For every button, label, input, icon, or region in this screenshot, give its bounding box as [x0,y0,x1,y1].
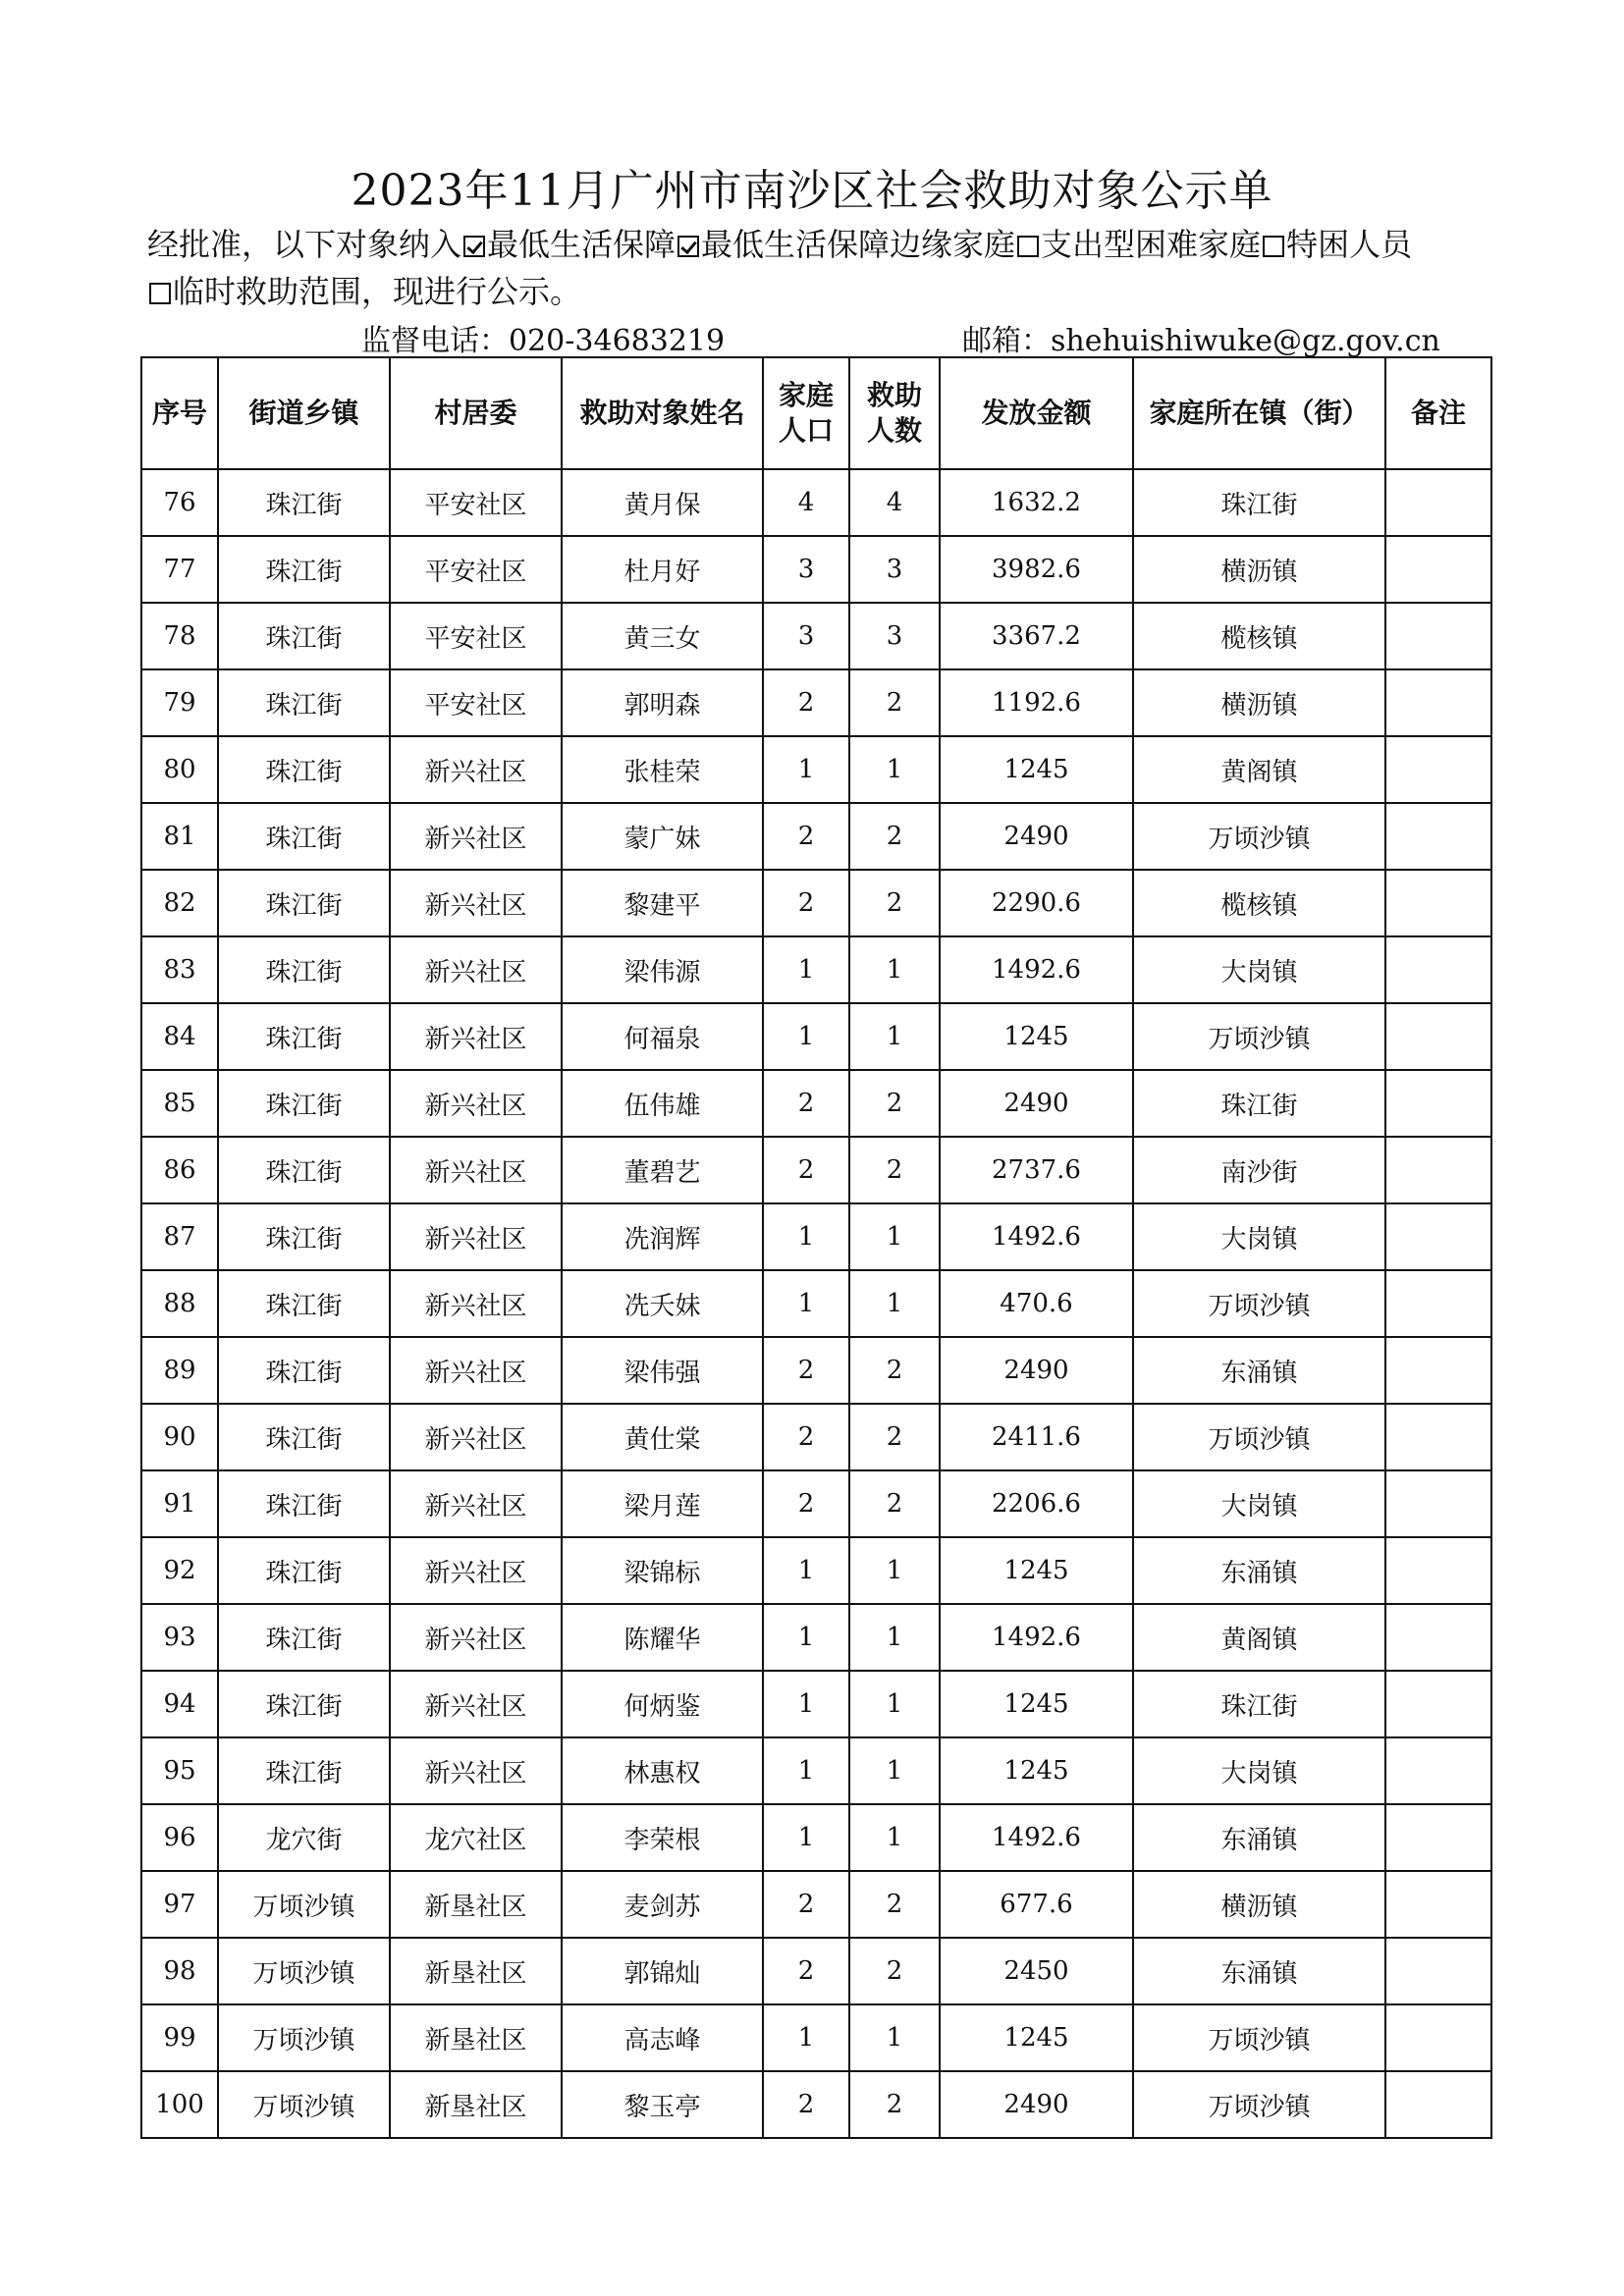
contact-email: 邮箱：shehuishiwuke@gz.gov.cn [962,324,1440,358]
cell-household: 3 [763,536,849,603]
cell-name: 黄月保 [562,469,763,536]
cell-index: 100 [141,2071,218,2138]
cell-aided: 2 [849,1070,940,1137]
cell-amount: 2450 [940,1938,1133,2004]
intro-paragraph [147,221,1522,315]
supervision-phone: 监督电话：020-34683219 [361,324,726,358]
cell-remark [1385,1070,1491,1137]
cell-town: 万顷沙镇 [1133,1003,1385,1070]
cell-aided: 1 [849,736,940,803]
cell-amount: 3367.2 [940,603,1133,669]
cell-remark [1385,1203,1491,1270]
cell-remark [1385,1671,1491,1737]
cell-household: 1 [763,1737,849,1804]
cell-index: 81 [141,803,218,870]
cell-street: 珠江街 [218,1070,390,1137]
table-row [141,1804,1491,1871]
cell-street: 珠江街 [218,870,390,936]
cell-aided: 2 [849,1470,940,1537]
cell-household: 2 [763,870,849,936]
cell-town: 珠江街 [1133,1070,1385,1137]
cell-street: 珠江街 [218,669,390,736]
cell-index: 90 [141,1404,218,1470]
cell-index: 91 [141,1470,218,1537]
cell-aided: 2 [849,803,940,870]
cell-village: 新兴社区 [390,1337,562,1404]
cell-amount: 677.6 [940,1871,1133,1938]
cell-remark [1385,669,1491,736]
cell-remark [1385,1003,1491,1070]
cell-name: 董碧艺 [562,1137,763,1203]
cell-amount: 2290.6 [940,870,1133,936]
cell-amount: 470.6 [940,1270,1133,1337]
table-row [141,1871,1491,1938]
cell-household: 1 [763,1804,849,1871]
cell-index: 88 [141,1270,218,1337]
cell-name: 梁锦标 [562,1537,763,1604]
cell-index: 93 [141,1604,218,1671]
table-row [141,1003,1491,1070]
page-title: 2023年11月广州市南沙区社会救助对象公示单 [351,166,1273,216]
cell-street: 珠江街 [218,1470,390,1537]
cell-street: 珠江街 [218,1137,390,1203]
cell-village: 平安社区 [390,669,562,736]
cell-amount: 1632.2 [940,469,1133,536]
cell-household: 2 [763,2071,849,2138]
cell-town: 大岗镇 [1133,1737,1385,1804]
cell-street: 珠江街 [218,1671,390,1737]
cell-town: 东涌镇 [1133,1537,1385,1604]
cell-street: 珠江街 [218,603,390,669]
col-header-household: 家庭人口 [763,357,849,469]
cell-household: 3 [763,603,849,669]
cell-household: 1 [763,1604,849,1671]
table-row [141,736,1491,803]
cell-aided: 2 [849,1337,940,1404]
cell-village: 新兴社区 [390,1470,562,1537]
cell-name: 林惠权 [562,1737,763,1804]
cell-remark [1385,469,1491,536]
cell-street: 珠江街 [218,1737,390,1804]
table-body [141,469,1491,2138]
cell-household: 1 [763,736,849,803]
cell-amount: 1245 [940,1671,1133,1737]
cell-street: 龙穴街 [218,1804,390,1871]
cell-amount: 1492.6 [940,936,1133,1003]
cell-remark [1385,1537,1491,1604]
cell-village: 新兴社区 [390,1003,562,1070]
col-header-name: 救助对象姓名 [562,357,763,469]
cell-village: 平安社区 [390,536,562,603]
cell-remark [1385,936,1491,1003]
cell-household: 2 [763,1337,849,1404]
option-label: 特困人员 [1286,226,1413,263]
cell-aided: 3 [849,603,940,669]
cell-amount: 1192.6 [940,669,1133,736]
cell-name: 麦剑苏 [562,1871,763,1938]
cell-village: 新垦社区 [390,1938,562,2004]
cell-amount: 3982.6 [940,536,1133,603]
table-row [141,1270,1491,1337]
cell-aided: 1 [849,1671,940,1737]
cell-remark [1385,2004,1491,2071]
cell-town: 万顷沙镇 [1133,803,1385,870]
cell-village: 新垦社区 [390,2004,562,2071]
table-row [141,2004,1491,2071]
cell-index: 97 [141,1871,218,1938]
cell-town: 万顷沙镇 [1133,1270,1385,1337]
cell-index: 98 [141,1938,218,2004]
cell-town: 万顷沙镇 [1133,2071,1385,2138]
cell-index: 85 [141,1070,218,1137]
cell-name: 梁伟源 [562,936,763,1003]
cell-village: 新兴社区 [390,1070,562,1137]
cell-index: 99 [141,2004,218,2071]
assistance-table [140,356,1492,2139]
cell-index: 92 [141,1537,218,1604]
cell-household: 1 [763,1003,849,1070]
option-label: 支出型困难家庭 [1041,226,1262,263]
cell-remark [1385,1337,1491,1404]
cell-village: 新兴社区 [390,1737,562,1804]
cell-amount: 2490 [940,2071,1133,2138]
cell-remark [1385,870,1491,936]
cell-aided: 2 [849,1938,940,2004]
table-row [141,1470,1491,1537]
cell-household: 2 [763,1404,849,1470]
cell-aided: 1 [849,936,940,1003]
cell-town: 榄核镇 [1133,870,1385,936]
cell-remark [1385,536,1491,603]
cell-household: 1 [763,1270,849,1337]
cell-remark [1385,603,1491,669]
cell-village: 新垦社区 [390,2071,562,2138]
cell-town: 黄阁镇 [1133,1604,1385,1671]
cell-index: 84 [141,1003,218,1070]
cell-town: 东涌镇 [1133,1804,1385,1871]
cell-town: 珠江街 [1133,469,1385,536]
cell-name: 伍伟雄 [562,1070,763,1137]
cell-amount: 2490 [940,1070,1133,1137]
cell-street: 珠江街 [218,1203,390,1270]
cell-index: 86 [141,1137,218,1203]
cell-village: 新兴社区 [390,736,562,803]
cell-street: 万顷沙镇 [218,2071,390,2138]
cell-remark [1385,1737,1491,1804]
cell-household: 2 [763,1470,849,1537]
cell-name: 何福泉 [562,1003,763,1070]
cell-street: 珠江街 [218,1003,390,1070]
cell-name: 张桂荣 [562,736,763,803]
cell-household: 1 [763,1537,849,1604]
cell-town: 珠江街 [1133,1671,1385,1737]
cell-town: 东涌镇 [1133,1938,1385,2004]
cell-name: 高志峰 [562,2004,763,2071]
cell-village: 新兴社区 [390,870,562,936]
cell-household: 1 [763,1671,849,1737]
col-header-index: 序号 [141,357,218,469]
cell-amount: 2737.6 [940,1137,1133,1203]
table-row [141,1537,1491,1604]
cell-amount: 1245 [940,1003,1133,1070]
unchecked-checkbox-icon [1263,236,1284,257]
table-row [141,1404,1491,1470]
table-row [141,536,1491,603]
cell-village: 新兴社区 [390,803,562,870]
cell-village: 新兴社区 [390,1537,562,1604]
cell-street: 万顷沙镇 [218,1871,390,1938]
cell-aided: 1 [849,1604,940,1671]
cell-name: 蒙广妹 [562,803,763,870]
cell-name: 李荣根 [562,1804,763,1871]
cell-household: 2 [763,669,849,736]
cell-name: 梁月莲 [562,1470,763,1537]
cell-name: 冼夭妹 [562,1270,763,1337]
cell-village: 平安社区 [390,469,562,536]
cell-town: 大岗镇 [1133,1203,1385,1270]
cell-village: 新兴社区 [390,1404,562,1470]
cell-aided: 2 [849,1404,940,1470]
table-row [141,936,1491,1003]
cell-town: 横沥镇 [1133,669,1385,736]
cell-village: 新兴社区 [390,1137,562,1203]
table-row [141,2071,1491,2138]
cell-index: 79 [141,669,218,736]
cell-household: 2 [763,803,849,870]
cell-remark [1385,736,1491,803]
cell-amount: 1492.6 [940,1604,1133,1671]
cell-index: 83 [141,936,218,1003]
table-row [141,1070,1491,1137]
col-header-street: 街道乡镇 [218,357,390,469]
cell-amount: 1245 [940,2004,1133,2071]
cell-town: 榄核镇 [1133,603,1385,669]
cell-street: 珠江街 [218,469,390,536]
cell-village: 龙穴社区 [390,1804,562,1871]
cell-town: 南沙街 [1133,1137,1385,1203]
table-row [141,1671,1491,1737]
cell-household: 2 [763,1070,849,1137]
col-header-remark: 备注 [1385,357,1491,469]
cell-aided: 1 [849,1804,940,1871]
cell-amount: 2411.6 [940,1404,1133,1470]
cell-town: 万顷沙镇 [1133,2004,1385,2071]
col-header-village: 村居委 [390,357,562,469]
cell-street: 万顷沙镇 [218,1938,390,2004]
cell-village: 平安社区 [390,603,562,669]
intro-prefix: 经批准，以下对象纳入 [147,226,462,263]
cell-name: 黎玉亭 [562,2071,763,2138]
cell-name: 冼润辉 [562,1203,763,1270]
cell-household: 2 [763,1137,849,1203]
cell-remark [1385,1470,1491,1537]
cell-village: 新兴社区 [390,1671,562,1737]
cell-remark [1385,803,1491,870]
table-row [141,1337,1491,1404]
cell-name: 黄三女 [562,603,763,669]
cell-street: 珠江街 [218,936,390,1003]
cell-household: 2 [763,1871,849,1938]
table-row [141,1604,1491,1671]
cell-index: 95 [141,1737,218,1804]
cell-village: 新兴社区 [390,1270,562,1337]
cell-remark [1385,1137,1491,1203]
cell-remark [1385,1404,1491,1470]
col-header-aided: 救助人数 [849,357,940,469]
cell-remark [1385,1804,1491,1871]
cell-aided: 2 [849,669,940,736]
col-header-town: 家庭所在镇（街） [1133,357,1385,469]
cell-index: 80 [141,736,218,803]
cell-household: 2 [763,1938,849,2004]
cell-street: 珠江街 [218,1404,390,1470]
cell-village: 新兴社区 [390,1203,562,1270]
cell-household: 1 [763,936,849,1003]
cell-household: 4 [763,469,849,536]
cell-town: 横沥镇 [1133,536,1385,603]
cell-index: 82 [141,870,218,936]
cell-village: 新兴社区 [390,1604,562,1671]
cell-name: 梁伟强 [562,1337,763,1404]
cell-street: 万顷沙镇 [218,2004,390,2071]
cell-amount: 2490 [940,1337,1133,1404]
cell-town: 万顷沙镇 [1133,1404,1385,1470]
cell-remark [1385,1604,1491,1671]
cell-name: 陈耀华 [562,1604,763,1671]
cell-aided: 4 [849,469,940,536]
table-row [141,1938,1491,2004]
option-label: 最低生活保障边缘家庭 [701,226,1016,263]
cell-aided: 1 [849,1003,940,1070]
table-row [141,870,1491,936]
cell-aided: 1 [849,1737,940,1804]
col-header-amount: 发放金额 [940,357,1133,469]
table-row [141,803,1491,870]
cell-aided: 2 [849,870,940,936]
cell-street: 珠江街 [218,1604,390,1671]
cell-household: 1 [763,2004,849,2071]
cell-town: 大岗镇 [1133,1470,1385,1537]
cell-index: 87 [141,1203,218,1270]
cell-remark [1385,1270,1491,1337]
cell-aided: 1 [849,1270,940,1337]
cell-index: 77 [141,536,218,603]
cell-remark [1385,1938,1491,2004]
cell-town: 东涌镇 [1133,1337,1385,1404]
cell-aided: 2 [849,1137,940,1203]
cell-aided: 3 [849,536,940,603]
cell-household: 1 [763,1203,849,1270]
cell-street: 珠江街 [218,1270,390,1337]
checked-checkbox-icon [677,236,699,257]
checked-checkbox-icon [463,236,485,257]
cell-name: 杜月好 [562,536,763,603]
cell-aided: 2 [849,2071,940,2138]
cell-index: 94 [141,1671,218,1737]
table-header-row [141,357,1491,469]
cell-index: 78 [141,603,218,669]
cell-index: 96 [141,1804,218,1871]
cell-amount: 1245 [940,736,1133,803]
table-row [141,469,1491,536]
unchecked-checkbox-icon [149,283,171,304]
table-row [141,1737,1491,1804]
cell-street: 珠江街 [218,536,390,603]
cell-amount: 2206.6 [940,1470,1133,1537]
cell-aided: 1 [849,1537,940,1604]
cell-name: 郭明森 [562,669,763,736]
cell-name: 黄仕棠 [562,1404,763,1470]
table-row [141,1137,1491,1203]
option-label: 临时救助范围，现进行公示。 [173,273,582,310]
cell-aided: 1 [849,1203,940,1270]
option-label: 最低生活保障 [487,226,677,263]
cell-aided: 1 [849,2004,940,2071]
cell-amount: 2490 [940,803,1133,870]
cell-remark [1385,1871,1491,1938]
cell-amount: 1245 [940,1737,1133,1804]
table-row [141,1203,1491,1270]
cell-town: 大岗镇 [1133,936,1385,1003]
cell-street: 珠江街 [218,1337,390,1404]
cell-village: 新垦社区 [390,1871,562,1938]
cell-index: 89 [141,1337,218,1404]
cell-street: 珠江街 [218,803,390,870]
unchecked-checkbox-icon [1017,236,1039,257]
cell-amount: 1492.6 [940,1203,1133,1270]
cell-village: 新兴社区 [390,936,562,1003]
cell-name: 黎建平 [562,870,763,936]
table-row [141,603,1491,669]
cell-street: 珠江街 [218,1537,390,1604]
cell-town: 横沥镇 [1133,1871,1385,1938]
cell-name: 郭锦灿 [562,1938,763,2004]
table-row [141,669,1491,736]
cell-street: 珠江街 [218,736,390,803]
cell-name: 何炳鉴 [562,1671,763,1737]
cell-remark [1385,2071,1491,2138]
cell-amount: 1492.6 [940,1804,1133,1871]
cell-town: 黄阁镇 [1133,736,1385,803]
cell-index: 76 [141,469,218,536]
cell-aided: 2 [849,1871,940,1938]
cell-amount: 1245 [940,1537,1133,1604]
